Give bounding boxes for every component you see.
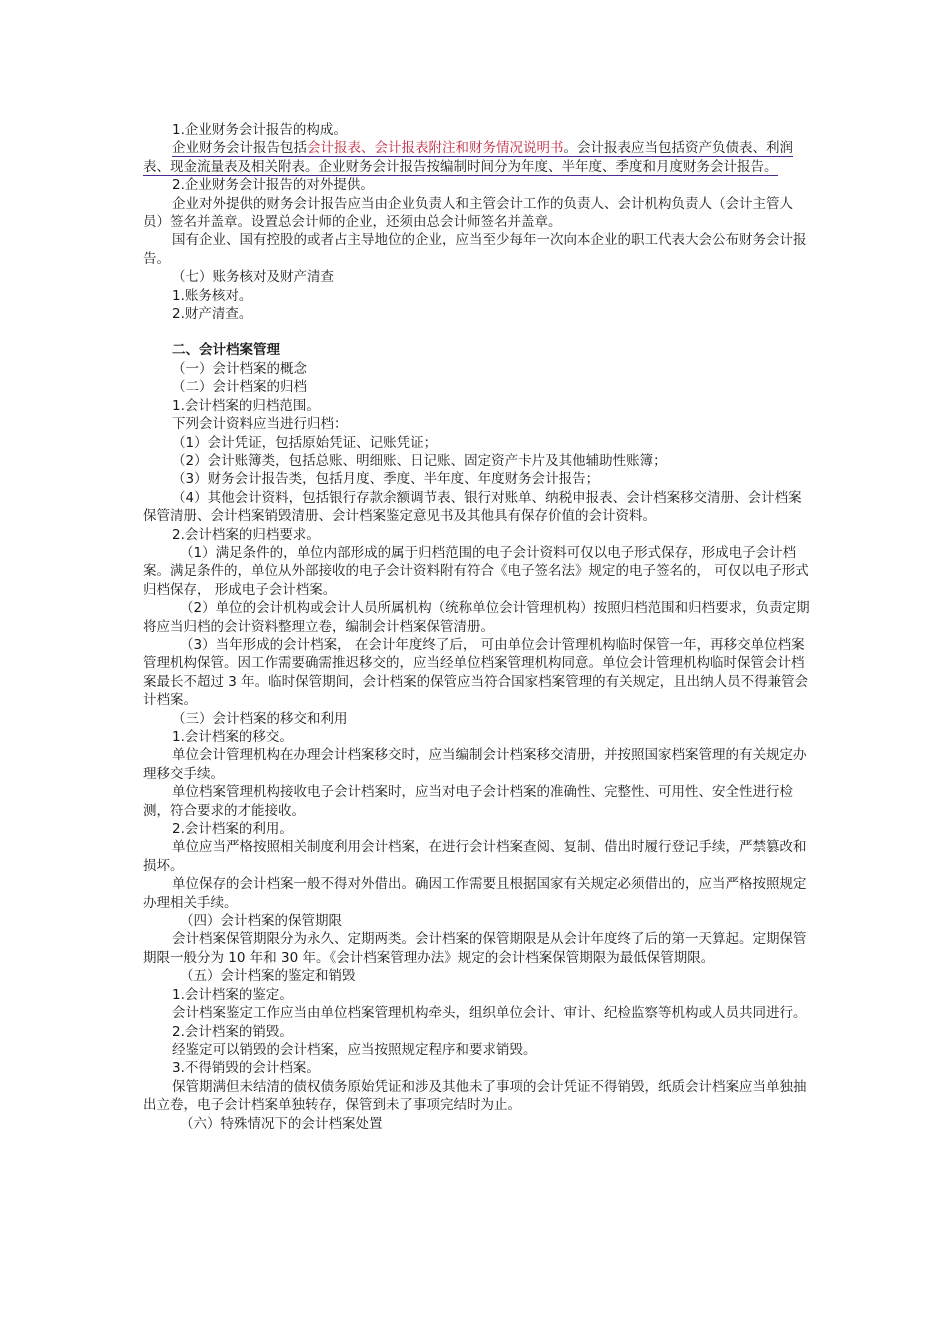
paragraph: 会计档案鉴定工作应当由单位档案管理机构牵头，组织单位会计、审计、纪检监察等机构或人员共同进行。: [172, 1005, 807, 1022]
document-body: [143, 121, 811, 1133]
paragraph: 1.会计档案的归档范围。: [172, 397, 320, 414]
paragraph: （四）会计档案的保管期限: [180, 913, 342, 930]
paragraph: 3.不得销毁的会计档案。: [172, 1060, 320, 1077]
paragraph: 单位应当严格按照相关制度利用会计档案，在进行会计档案查阅、复制、借出时履行登记手续，严禁篡改和损坏。: [143, 839, 807, 874]
paragraph-text: 企业财务会计报告包括: [172, 140, 307, 157]
paragraph: 1.会计档案的移交。: [172, 729, 293, 745]
paragraph: （4）其他会计资料，包括银行存款余额调节表、银行对账单、纳税申报表、会计档案移交清册、会计档案保管清册、会计档案销毁清册、会计档案鉴定意见书及其他具有保存价值的会计资料。: [143, 489, 802, 525]
paragraph-spacer: [143, 323, 811, 341]
paragraph: （1）满足条件的，单位内部形成的属于归档范围的电子会计资料可仅以电子形式保存，形成电子会计档案。满足条件的，单位从外部接收的电子会计资料附有符合《电子签名法》规定的电子签名的， 可仅以电子形式归档保存， 形成电子会计档案。: [143, 544, 809, 598]
paragraph: （2）会计账簿类，包括总账、明细账、日记账、固定资产卡片及其他辅助性账簿；: [172, 452, 667, 469]
paragraph: （二）会计档案的归档: [172, 379, 307, 396]
paragraph: 1.账务核对。: [172, 287, 253, 304]
paragraph: 2.财产清查。: [172, 306, 253, 323]
paragraph: 保管期满但未结清的债权债务原始凭证和涉及其他未了事项的会计凭证不得销毁，纸质会计档案应当单独抽出立卷，电子会计档案单独转存，保管到未了事项完结时为止。: [143, 1078, 807, 1114]
paragraph: 2.企业财务会计报告的对外提供。: [172, 177, 374, 194]
paragraph: （3）财务会计报告类，包括月度、季度、半年度、年度财务会计报告；: [172, 471, 600, 488]
paragraph: （2）单位的会计机构或会计人员所属机构（统称单位会计管理机构）按照归档范围和归档要求，负责定期将应当归档的会计资料整理立卷，编制会计档案保管清册。: [143, 600, 810, 635]
paragraph: （七）账务核对及财产清查: [172, 269, 334, 286]
paragraph: 企业对外提供的财务会计报告应当由企业负责人和主管会计工作的负责人、会计机构负责人（会计主管人员）签名并盖章。设置总会计师的企业，还须由总会计师签名并盖章。: [143, 195, 793, 231]
paragraph: （三）会计档案的移交和利用: [172, 710, 348, 727]
paragraph: （一）会计档案的概念: [172, 360, 307, 377]
paragraph-text: 。会计报表应当包括资产负债表、利润表、现金流量表及相关附表。企业财务会计报告按编制时间分为年度、半年度、季度和月度财务会计报告。: [143, 140, 793, 175]
section-heading: 二、会计档案管理: [172, 342, 280, 359]
highlighted-paragraph: [143, 139, 811, 176]
paragraph: （1）会计凭证，包括原始凭证、记账凭证；: [172, 434, 438, 451]
paragraph: 单位会计管理机构在办理会计档案移交时，应当编制会计档案移交清册，并按照国家档案管理的有关规定办理移交手续。: [143, 747, 807, 782]
paragraph: 2.会计档案的归档要求。: [172, 526, 320, 543]
paragraph: 1.企业财务会计报告的构成。: [172, 122, 347, 138]
paragraph: 单位保存的会计档案一般不得对外借出。确因工作需要且根据国家有关规定必须借出的，应当严格按照规定办理相关手续。: [143, 876, 807, 911]
paragraph: 2.会计档案的销毁。: [172, 1023, 293, 1040]
paragraph: 2.会计档案的利用。: [172, 821, 293, 838]
paragraph: 国有企业、国有控股的或者占主导地位的企业，应当至少每年一次向本企业的职工代表大会公布财务会计报告。: [143, 232, 807, 267]
paragraph: （3）当年形成的会计档案， 在会计年度终了后， 可由单位会计管理机构临时保管一年，再移交单位档案管理机构保管。因工作需要确需推迟移交的，应当经单位档案管理机构同意。单位会计管理机构临时保管会计档案最长不超过 3 年。临时保管期间，会计档案的保管应当符合国家档案管理的有关规定，且出纳人员不得兼管会计档案。: [143, 636, 809, 709]
paragraph: （五）会计档案的鉴定和销毁: [180, 968, 356, 985]
paragraph: 经鉴定可以销毁的会计档案，应当按照规定程序和要求销毁。: [172, 1041, 537, 1058]
paragraph: 1.会计档案的鉴定。: [172, 986, 293, 1003]
paragraph: （六）特殊情况下的会计档案处置: [180, 1115, 383, 1132]
paragraph: 下列会计资料应当进行归档：: [172, 416, 348, 433]
paragraph: 会计档案保管期限分为永久、定期两类。会计档案的保管期限是从会计年度终了后的第一天算起。定期保管期限一般分为 10 年和 30 年。《会计档案管理办法》规定的会计档案保管期限为最低保管期限。: [143, 931, 807, 966]
paragraph: 单位档案管理机构接收电子会计档案时，应当对电子会计档案的准确性、完整性、可用性、安全性进行检测，符合要求的才能接收。: [143, 784, 793, 819]
highlighted-term: 会计报表、会计报表附注和财务情况说明书: [307, 140, 564, 157]
